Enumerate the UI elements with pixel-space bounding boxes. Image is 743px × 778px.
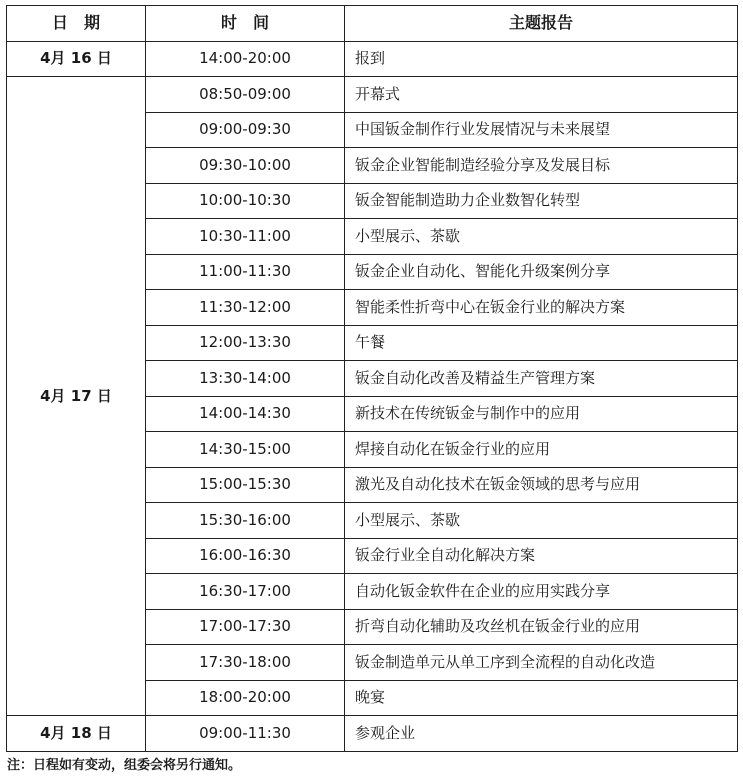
topic-cell: 钣金自动化改善及精益生产管理方案 [345,361,738,397]
time-cell: 11:30-12:00 [146,290,345,326]
topic-cell: 钣金行业全自动化解决方案 [345,538,738,574]
time-cell: 10:30-11:00 [146,219,345,255]
header-date: 日 期 [7,6,146,42]
topic-cell: 折弯自动化辅助及攻丝机在钣金行业的应用 [345,609,738,645]
header-row [7,6,738,42]
time-cell: 08:50-09:00 [146,77,345,113]
time-cell: 09:00-09:30 [146,112,345,148]
time-cell: 09:30-10:00 [146,148,345,184]
topic-cell: 小型展示、茶歇 [345,503,738,539]
time-cell: 16:00-16:30 [146,538,345,574]
time-cell: 16:30-17:00 [146,574,345,610]
time-cell: 14:00-14:30 [146,396,345,432]
table-row [7,41,738,77]
time-cell: 17:30-18:00 [146,645,345,681]
topic-cell: 钣金智能制造助力企业数智化转型 [345,183,738,219]
time-cell: 17:00-17:30 [146,609,345,645]
header-topic: 主题报告 [345,6,738,42]
date-cell: 4月 16 日 [7,41,146,77]
schedule-table [6,5,738,752]
topic-cell: 晚宴 [345,680,738,716]
topic-cell: 开幕式 [345,77,738,113]
topic-cell: 钣金企业智能制造经验分享及发展目标 [345,148,738,184]
topic-cell: 参观企业 [345,716,738,752]
time-cell: 14:30-15:00 [146,432,345,468]
topic-cell: 报到 [345,41,738,77]
topic-cell: 激光及自动化技术在钣金领域的思考与应用 [345,467,738,503]
time-cell: 13:30-14:00 [146,361,345,397]
time-cell: 15:00-15:30 [146,467,345,503]
time-cell: 11:00-11:30 [146,254,345,290]
topic-cell: 钣金制造单元从单工序到全流程的自动化改造 [345,645,738,681]
topic-cell: 自动化钣金软件在企业的应用实践分享 [345,574,738,610]
topic-cell: 智能柔性折弯中心在钣金行业的解决方案 [345,290,738,326]
footnote: 注：日程如有变动，组委会将另行通知。 [7,758,242,773]
time-cell: 09:00-11:30 [146,716,345,752]
table-row [7,77,738,113]
topic-cell: 午餐 [345,325,738,361]
time-cell: 14:00-20:00 [146,41,345,77]
topic-cell: 新技术在传统钣金与制作中的应用 [345,396,738,432]
topic-cell: 钣金企业自动化、智能化升级案例分享 [345,254,738,290]
time-cell: 15:30-16:00 [146,503,345,539]
time-cell: 12:00-13:30 [146,325,345,361]
header-time: 时 间 [146,6,345,42]
schedule-body [7,41,738,751]
date-cell: 4月 18 日 [7,716,146,752]
table-row [7,716,738,752]
date-cell: 4月 17 日 [7,77,146,716]
topic-cell: 小型展示、茶歇 [345,219,738,255]
topic-cell: 中国钣金制作行业发展情况与未来展望 [345,112,738,148]
topic-cell: 焊接自动化在钣金行业的应用 [345,432,738,468]
time-cell: 18:00-20:00 [146,680,345,716]
time-cell: 10:00-10:30 [146,183,345,219]
